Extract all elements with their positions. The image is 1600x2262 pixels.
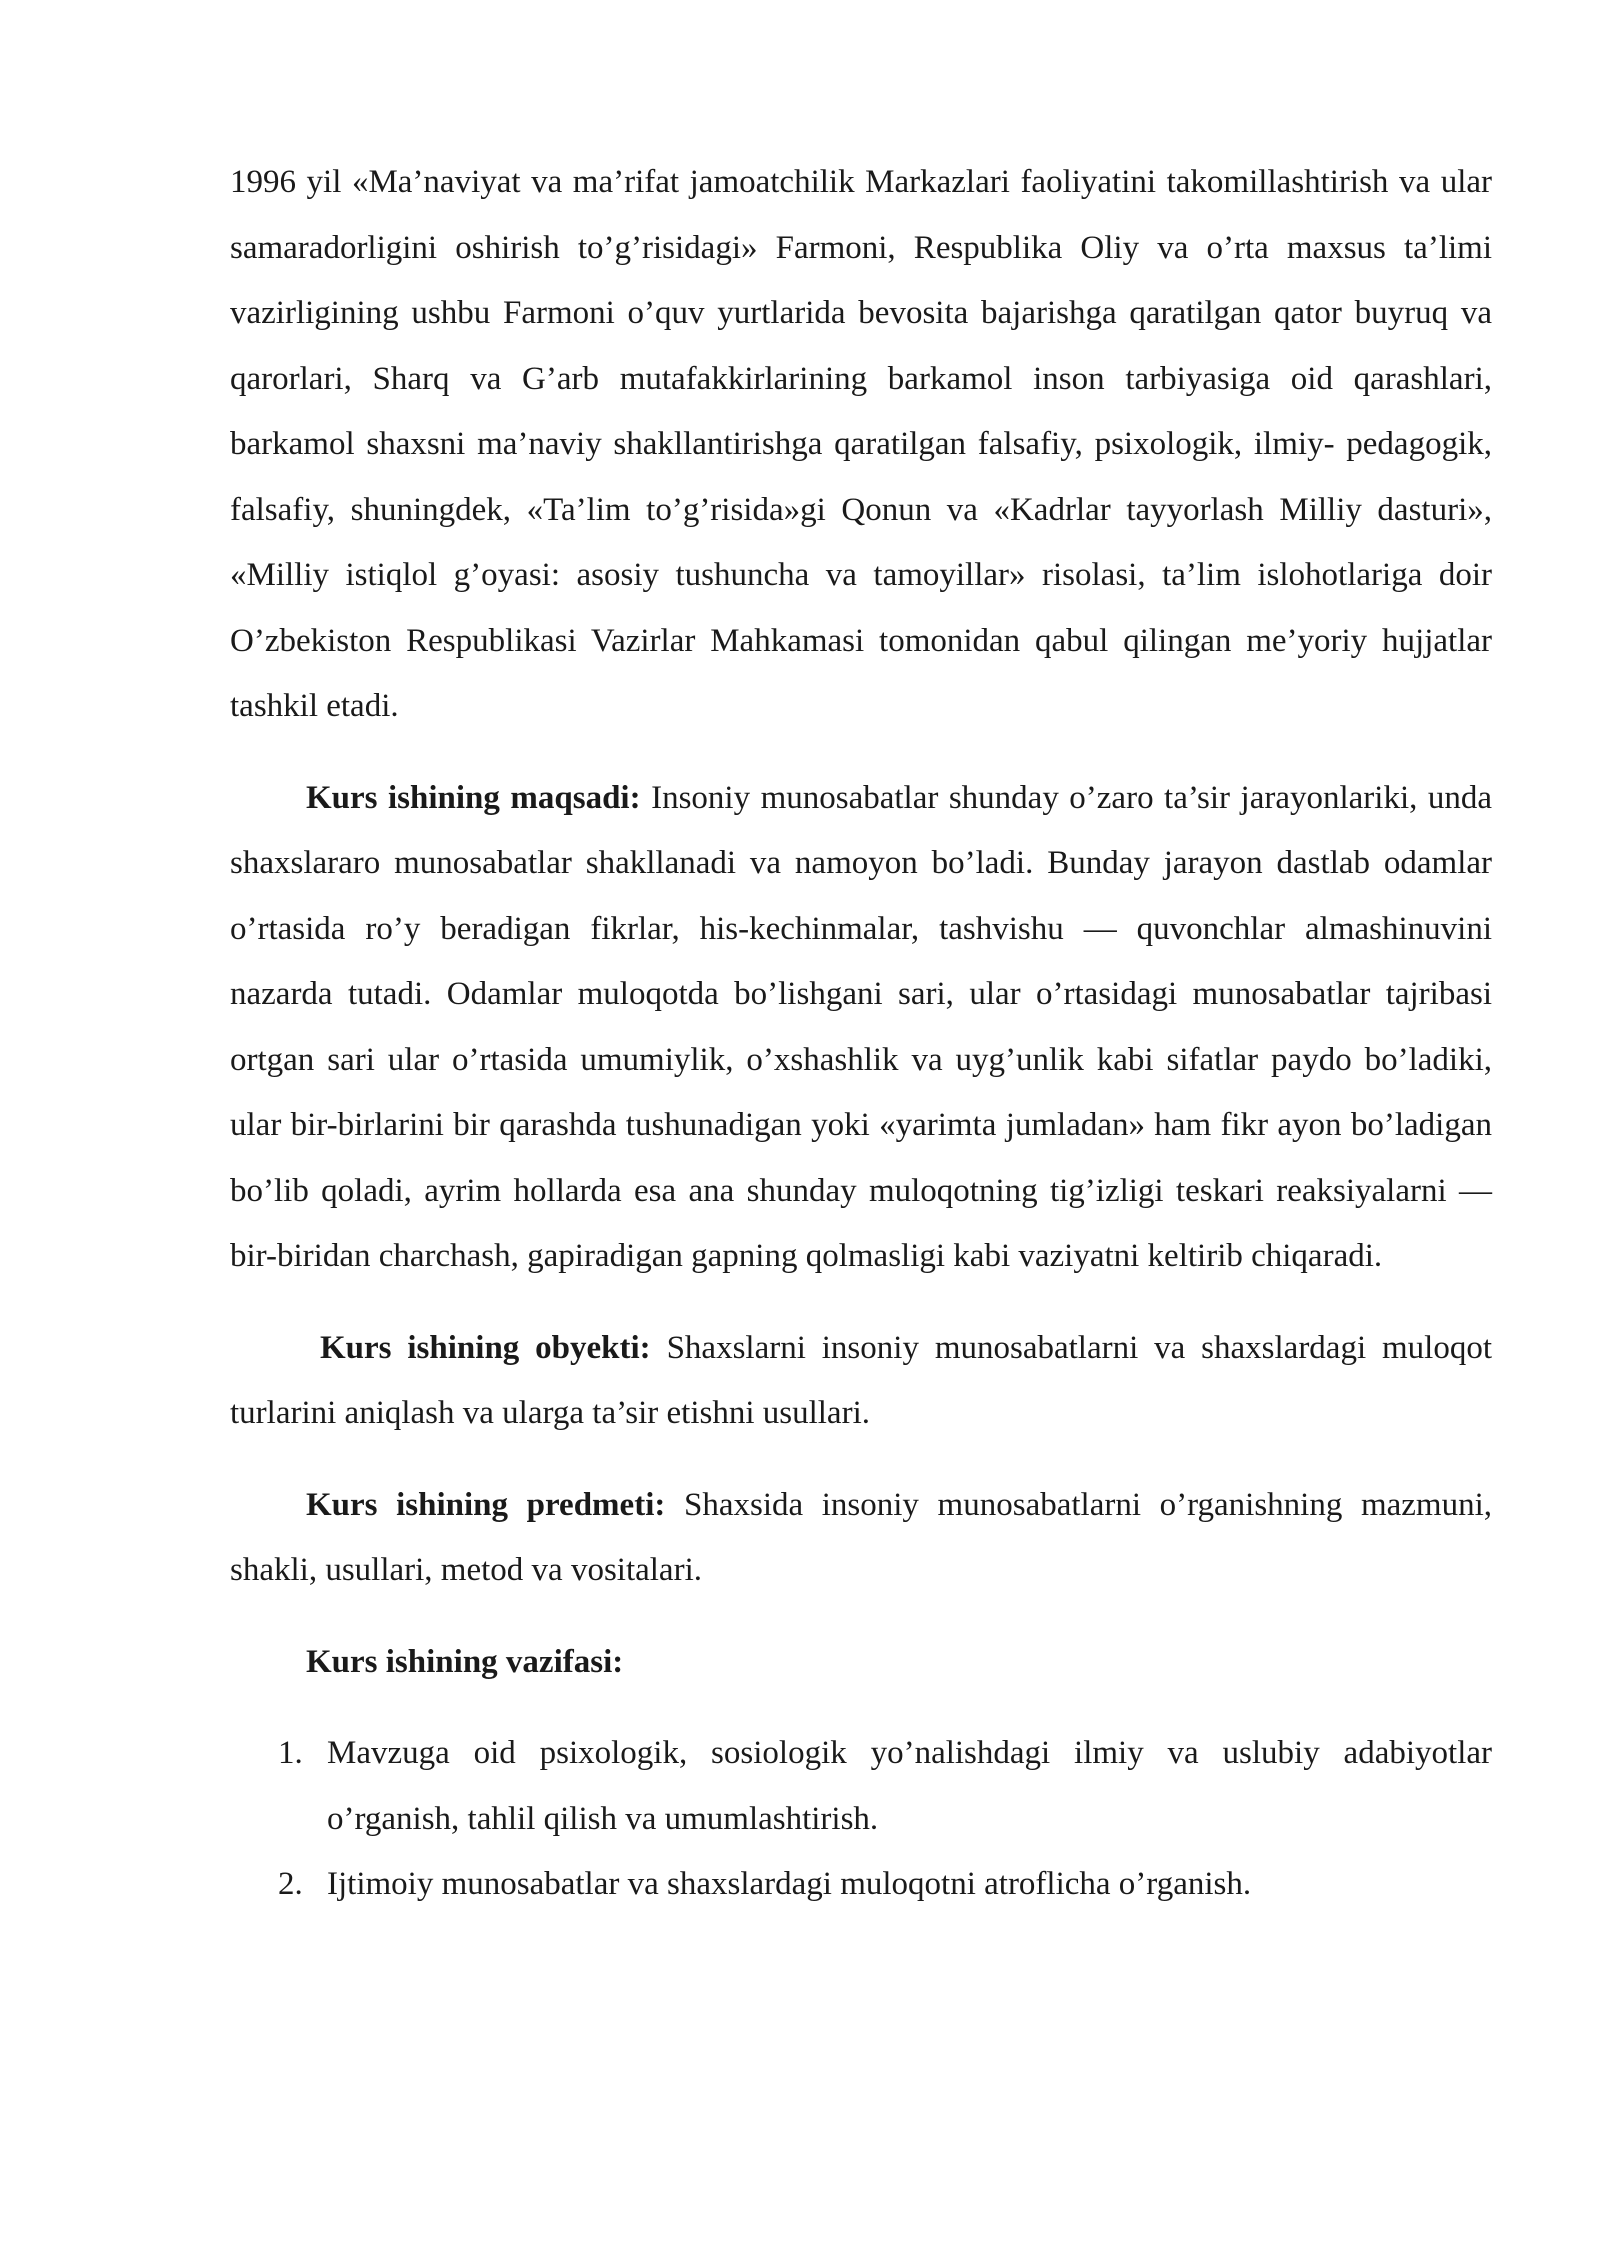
list-item-text: Ijtimoiy munosabatlar va shaxslardagi muloqotni atroflicha o’rganish.: [327, 1866, 1252, 1902]
list-item: [230, 1721, 1492, 1852]
document-page: [230, 150, 1492, 1918]
goal-label: Kurs ishining maqsadi:: [306, 779, 641, 816]
object-paragraph: [230, 1316, 1492, 1447]
object-text: Shaxslarni insoniy munosabatlarni va shaxslardagi muloqot turlarini aniqlash va ularga ta’sir etishni usullari.: [230, 1329, 1493, 1431]
list-item-text: Mavzuga oid psixologik, sosiologik yo’nalishdagi ilmiy va uslubiy adabiyotlar o’rganish, tahlil qilish va umumlashtirish.: [327, 1735, 1492, 1837]
goal-text: Insoniy munosabatlar shunday o’zaro ta’sir jarayonlariki, unda shaxslararo munosabatlar shakllanadi va namoyon bo’ladi. Bunday jarayon dastlab odamlar o’rtasida ro’y beradigan fikrlar, his-kechinmalar, tashvishu — quvonchlar almashinuvini nazarda tutadi. Odamlar muloqotda bo’lishgani sari, ular o’rtasidagi munosabatlar tajribasi ortgan sari ular o’rtasida umumiylik, o’xshashlik va uyg’unlik kabi sifatlar paydo bo’ladiki, ular bir-birlarini bir qarashda tushunadigan yoki «yarimta jumladan» ham fikr ayon bo’ladigan bo’lib qoladi, ayrim hollarda esa ana shunday muloqotning tig’izligi teskari reaksiyalarni — bir-biridan charchash, gapiradigan gapning qolmasligi kabi vaziyatni keltirib chiqaradi.: [230, 779, 1492, 1274]
list-item: [230, 1852, 1492, 1918]
intro-paragraph: 1996 yil «Ma’naviyat va ma’rifat jamoatchilik Markazlari faoliyatini takomillashtirish va ular samaradorligini oshirish to’g’risidagi» Farmoni, Respublika Oliy va o’rta maxsus ta’limi vazirligining ushbu Farmoni o’quv yurtlarida bevosita bajarishga qaratilgan qator buyruq va qarorlari, Sharq va G’arb mutafakkirlarining barkamol inson tarbiyasiga oid qarashlari, barkamol shaxsni ma’naviy shakllantirishga qaratilgan falsafiy, psixologik, ilmiy- pedagogik, falsafiy, shuningdek, «Ta’lim to’g’risida»gi Qonun va «Kadrlar tayyorlash Milliy dasturi», «Milliy istiqlol g’oyasi: asosiy tushuncha va tamoyillar» risolasi, ta’lim islohotlariga doir O’zbekiston Respublikasi Vazirlar Mahkamasi tomonidan qabul qilingan me’yoriy hujjatlar tashkil etadi.: [230, 164, 1492, 724]
tasks-heading: [230, 1630, 1492, 1696]
tasks-label: Kurs ishining vazifasi:: [306, 1643, 624, 1680]
list-item-number: 1.: [278, 1735, 303, 1771]
subject-label: Kurs ishining predmeti:: [306, 1486, 666, 1523]
list-item-number: 2.: [278, 1866, 303, 1902]
subject-text: Shaxsida insoniy munosabatlarni o’rganishning mazmuni, shakli, usullari, metod va vositalari.: [230, 1486, 1493, 1588]
tasks-list: [230, 1721, 1492, 1918]
subject-paragraph: [230, 1473, 1492, 1604]
goal-paragraph: [230, 766, 1492, 1290]
object-label: Kurs ishining obyekti:: [320, 1329, 651, 1366]
